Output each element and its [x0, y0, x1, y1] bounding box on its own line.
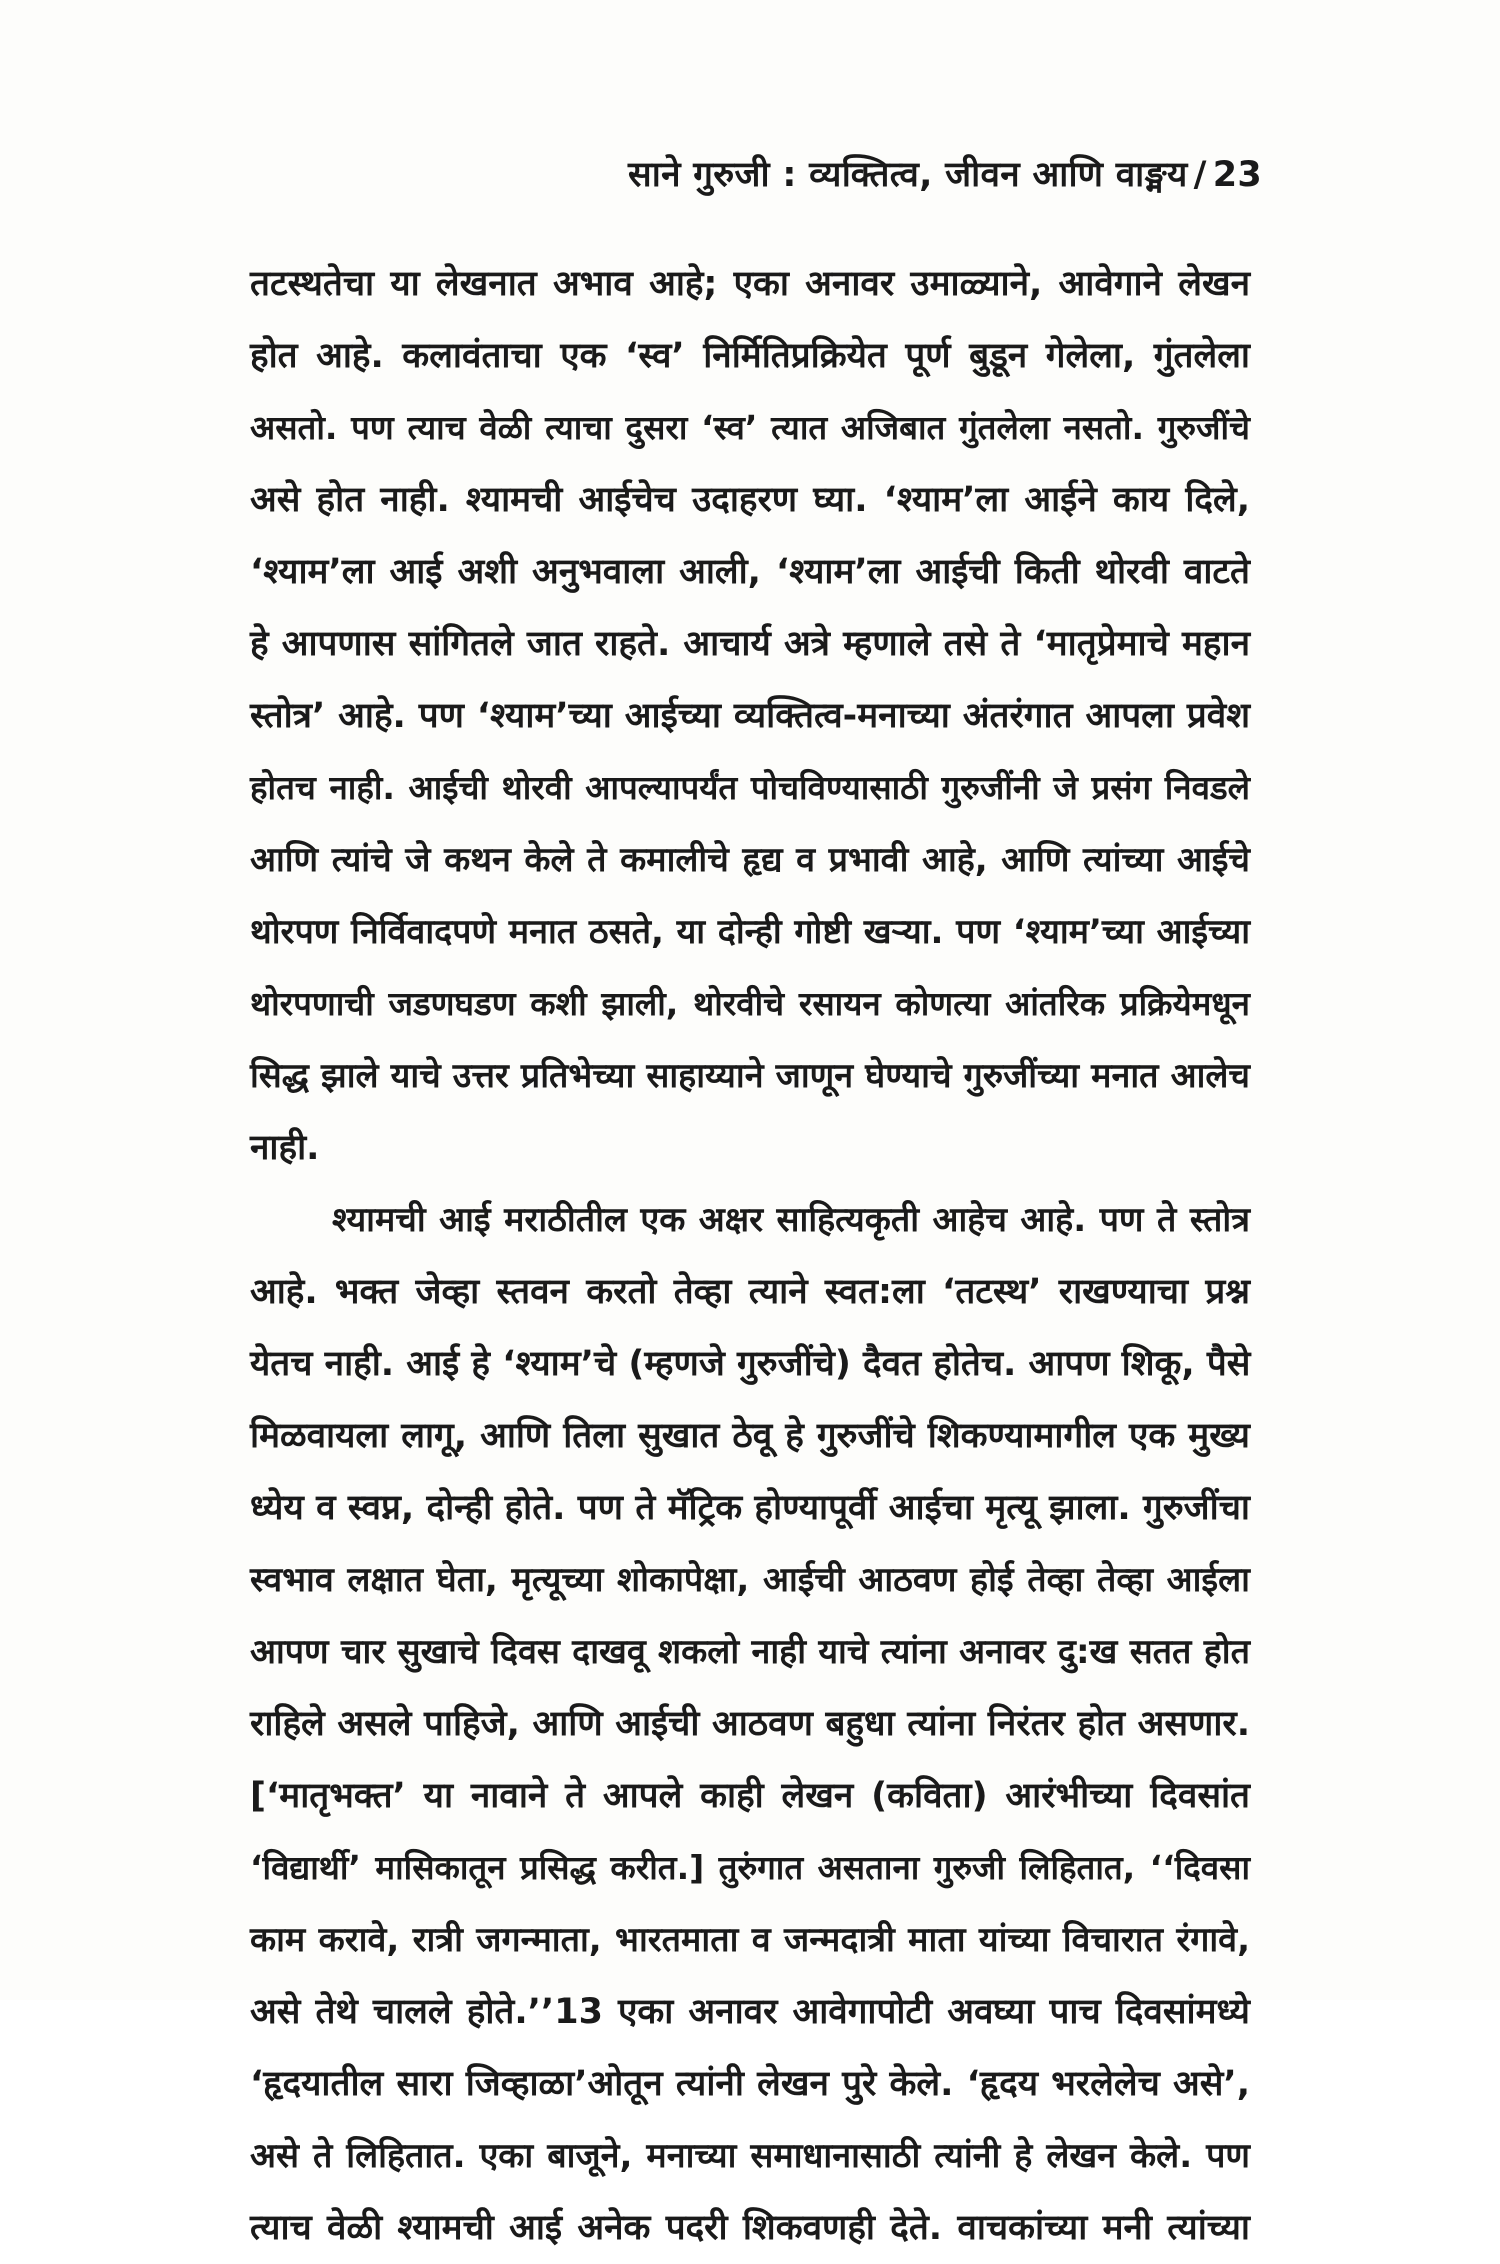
text-line: आहे. भक्त जेव्हा स्तवन करतो तेव्हा त्याने स्वत:ला ‘तटस्थ’ राखण्याचा प्रश्न	[250, 1272, 1250, 1312]
text-line: येतच नाही. आई हे ‘श्याम’चे (म्हणजे गुरुजींचे) दैवत होतेच. आपण शिकू, पैसे	[250, 1344, 1251, 1384]
text-line: थोरपणाची जडणघडण कशी झाली, थोरवीचे रसायन कोणत्या आंतरिक प्रक्रियेमधून	[250, 984, 1250, 1023]
header-separator: /	[1193, 155, 1207, 195]
text-line: ध्येय व स्वप्न, दोन्ही होते. पण ते मॅट्रिक होण्यापूर्वी आईचा मृत्यू झाला. गुरुजींचा	[250, 1488, 1250, 1528]
text-line: असतो. पण त्याच वेळी त्याचा दुसरा ‘स्व’ त्यात अजिबात गुंतलेला नसतो. गुरुजींचे	[250, 408, 1250, 447]
text-line: तटस्थतेचा या लेखनात अभाव आहे; एका अनावर उमाळ्याने, आवेगाने लेखन	[250, 264, 1250, 304]
text-line: असे होत नाही. श्यामची आईचेच उदाहरण घ्या. ‘श्याम’ला आईने काय दिले,	[250, 480, 1250, 520]
text-line: असे तेथे चालले होते.’’13 एका अनावर आवेगापोटी अवघ्या पाच दिवसांमध्ये	[250, 1992, 1250, 2032]
page-number: 23	[1212, 155, 1262, 195]
text-line: थोरपण निर्विवादपणे मनात ठसते, या दोन्ही गोष्टी खऱ्या. पण ‘श्याम’च्या आईच्या	[250, 912, 1250, 952]
text-line: त्याच वेळी श्यामची आई अनेक पदरी शिकवणही देते. वाचकांच्या मनी त्यांच्या	[250, 2208, 1250, 2248]
text-line: स्तोत्र’ आहे. पण ‘श्याम’च्या आईच्या व्यक्तित्व-मनाच्या अंतरंगात आपला प्रवेश	[250, 696, 1250, 736]
running-header	[628, 150, 1262, 197]
text-line: काम करावे, रात्री जगन्माता, भारतमाता व जन्मदात्री माता यांच्या विचारात रंगावे,	[250, 1920, 1250, 1960]
text-line: आपण चार सुखाचे दिवस दाखवू शकलो नाही याचे त्यांना अनावर दु:ख सतत होत	[250, 1632, 1250, 1672]
text-line: राहिले असले पाहिजे, आणि आईची आठवण बहुधा त्यांना निरंतर होत असणार.	[250, 1704, 1250, 1744]
text-line: ‘हृदयातील सारा जिव्हाळा’ओतून त्यांनी लेखन पुरे केले. ‘हृदय भरलेलेच असे’,	[250, 2064, 1250, 2104]
text-line: असे ते लिहितात. एका बाजूने, मनाच्या समाधानासाठी त्यांनी हे लेखन केले. पण	[250, 2136, 1250, 2176]
text-line: [‘मातृभक्त’ या नावाने ते आपले काही लेखन (कविता) आरंभीच्या दिवसांत	[250, 1776, 1250, 1816]
text-line: सिद्ध झाले याचे उत्तर प्रतिभेच्या साहाय्याने जाणून घेण्याचे गुरुजींच्या मनात आलेच	[250, 1056, 1250, 1096]
text-line: मिळवायला लागू, आणि तिला सुखात ठेवू हे गुरुजींचे शिकण्यामागील एक मुख्य	[250, 1416, 1250, 1456]
header-title: साने गुरुजी : व्यक्तित्व, जीवन आणि वाङ्मय	[628, 155, 1188, 195]
text-line: आणि त्यांचे जे कथन केले ते कमालीचे हृद्य व प्रभावी आहे, आणि त्यांच्या आईचे	[250, 840, 1250, 880]
text-line-paragraph-start: श्यामची आई मराठीतील एक अक्षर साहित्यकृती आहेच आहे. पण ते स्तोत्र	[332, 1200, 1250, 1240]
text-line-paragraph-end: नाही.	[250, 1128, 320, 1168]
text-line: ‘विद्यार्थी’ मासिकातून प्रसिद्ध करीत.] तुरुंगात असताना गुरुजी लिहितात, ‘‘दिवसा	[250, 1848, 1250, 1887]
text-line: स्वभाव लक्षात घेता, मृत्यूच्या शोकापेक्षा, आईची आठवण होई तेव्हा तेव्हा आईला	[250, 1560, 1250, 1600]
text-line: होतच नाही. आईची थोरवी आपल्यापर्यंत पोचविण्यासाठी गुरुजींनी जे प्रसंग निवडले	[250, 768, 1250, 807]
text-line: हे आपणास सांगितले जात राहते. आचार्य अत्रे म्हणाले तसे ते ‘मातृप्रेमाचे महान	[250, 624, 1250, 664]
body-text	[250, 248, 1250, 2264]
text-line: ‘श्याम’ला आई अशी अनुभवाला आली, ‘श्याम’ला आईची किती थोरवी वाटते	[250, 552, 1250, 592]
text-line: होत आहे. कलावंताचा एक ‘स्व’ निर्मितिप्रक्रियेत पूर्ण बुडून गेलेला, गुंतलेला	[250, 336, 1250, 376]
